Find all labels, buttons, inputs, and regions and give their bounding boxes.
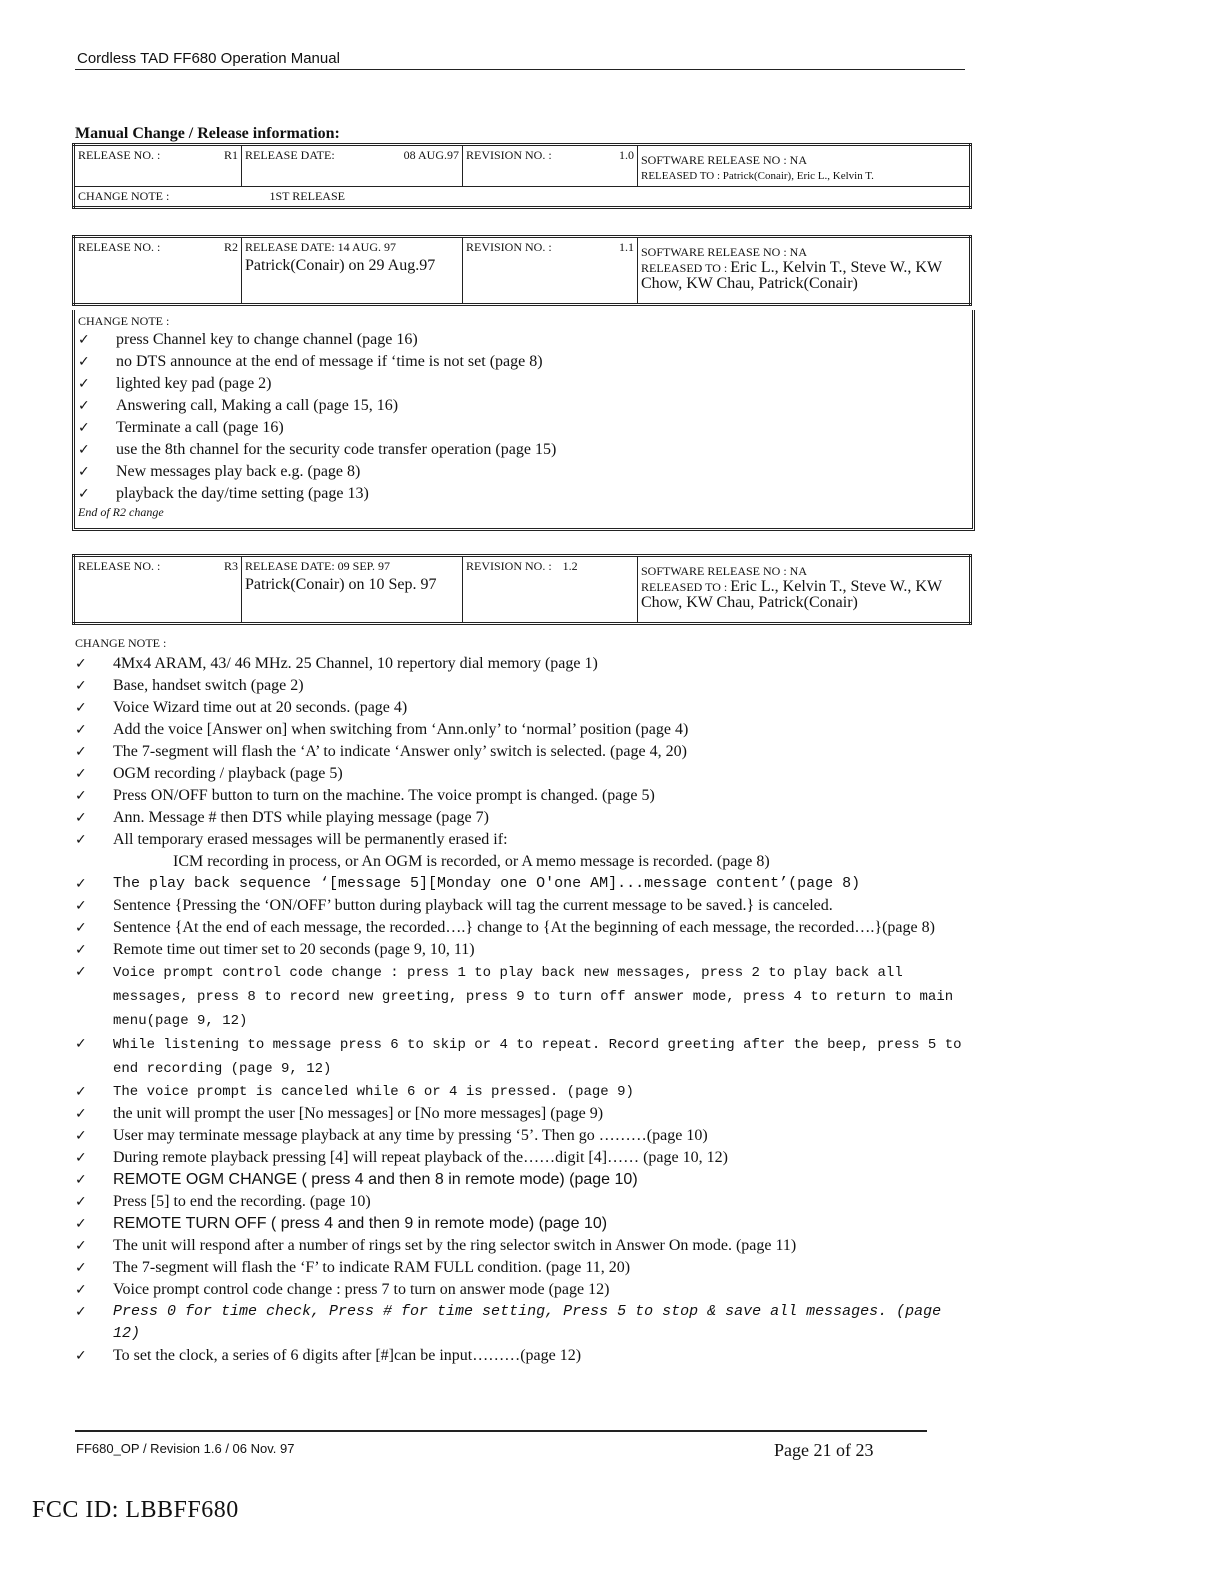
list-item bbox=[78, 439, 972, 461]
list-item-text: Press 0 for time check, Press # for time setting, Press 5 to stop & save all messages. (page 12) bbox=[113, 1303, 942, 1342]
checkmark-icon: ✓ bbox=[75, 788, 87, 804]
list-item-text: the unit will prompt the user [No messages] or [No more messages] (page 9) bbox=[113, 1105, 604, 1122]
list-item-text: Remote time out timer set to 20 seconds (page 9, 10, 11) bbox=[113, 941, 475, 958]
checkmark-icon: ✓ bbox=[75, 1216, 87, 1232]
list-item-text: To set the clock, a series of 6 digits after [#]can be input………(page 12) bbox=[113, 1347, 582, 1364]
list-item-text: playback the day/time setting (page 13) bbox=[116, 485, 369, 502]
list-item bbox=[78, 351, 972, 373]
list-item-text: lighted key pad (page 2) bbox=[116, 375, 272, 392]
list-item bbox=[75, 653, 965, 675]
list-item-text: no DTS announce at the end of message if ‘time is not set (page 8) bbox=[116, 353, 543, 370]
list-item-text: Press [5] to end the recording. (page 10) bbox=[113, 1193, 371, 1210]
checkmark-icon: ✓ bbox=[75, 744, 87, 760]
list-item bbox=[78, 373, 972, 395]
released-to-value: Eric L., Kelvin T., Steve W., KW Chow, KW Chau, Patrick(Conair) bbox=[641, 259, 942, 292]
checkmark-icon: ✓ bbox=[75, 1036, 87, 1052]
sub-note-text: ICM recording in process, or An OGM is recorded, or A memo message is recorded. (page 8) bbox=[173, 853, 770, 870]
list-item-text: All temporary erased messages will be permanently erased if: bbox=[113, 831, 508, 848]
list-item bbox=[75, 1301, 965, 1345]
list-item bbox=[75, 1033, 965, 1081]
revision-label: REVISION NO. : bbox=[466, 240, 552, 254]
release-r2-table bbox=[72, 235, 972, 306]
list-item-text: Voice prompt control code change : press 1 to play back new messages, press 2 to play back all messages, press 8 to record new greeting, press 9 to turn off answer mode, press 4 to return to main menu(page 9, 12) bbox=[113, 965, 954, 1029]
list-item-text: The voice prompt is canceled while 6 or 4 is pressed. (page 9) bbox=[113, 1084, 634, 1100]
checkmark-icon: ✓ bbox=[78, 376, 90, 392]
checkmark-icon: ✓ bbox=[75, 678, 87, 694]
software-release-value: NA bbox=[789, 564, 808, 578]
released-to-value: Eric L., Kelvin T., Steve W., KW Chow, KW Chau, Patrick(Conair) bbox=[641, 578, 942, 611]
checkmark-icon: ✓ bbox=[78, 398, 90, 414]
list-item-text: User may terminate message playback at any time by pressing ‘5’. Then go ………(page 10) bbox=[113, 1127, 708, 1144]
checkmark-icon: ✓ bbox=[75, 1304, 87, 1320]
list-item bbox=[75, 807, 965, 829]
checkmark-icon: ✓ bbox=[75, 1128, 87, 1144]
release-r3-table bbox=[72, 554, 972, 625]
checkmark-icon: ✓ bbox=[75, 1238, 87, 1254]
release-r1-table bbox=[72, 143, 972, 209]
list-item bbox=[75, 1235, 965, 1257]
list-item-text: Answering call, Making a call (page 15, 16) bbox=[116, 397, 399, 414]
checkmark-icon: ✓ bbox=[75, 1194, 87, 1210]
r3-change-list bbox=[75, 653, 965, 1367]
list-item-text: The 7-segment will flash the ‘A’ to indicate ‘Answer only’ switch is selected. (page 4, 20) bbox=[113, 743, 687, 760]
header-divider bbox=[75, 69, 965, 70]
list-item-text: During remote playback pressing [4] will repeat playback of the……digit [4]…… (page 10, 12) bbox=[113, 1149, 728, 1166]
revision-label: REVISION NO. : bbox=[466, 148, 552, 162]
list-item bbox=[75, 895, 965, 917]
list-item-text: Ann. Message # then DTS while playing message (page 7) bbox=[113, 809, 489, 826]
change-note-label: CHANGE NOTE : bbox=[78, 314, 170, 328]
list-item bbox=[75, 873, 965, 895]
checkmark-icon: ✓ bbox=[78, 332, 90, 348]
checkmark-icon: ✓ bbox=[78, 486, 90, 502]
list-item-text: The 7-segment will flash the ‘F’ to indicate RAM FULL condition. (page 11, 20) bbox=[113, 1259, 631, 1276]
list-item bbox=[75, 741, 965, 763]
released-to-label: RELEASED TO : bbox=[641, 261, 728, 275]
checkmark-icon: ✓ bbox=[75, 1084, 87, 1100]
page-header-title: Cordless TAD FF680 Operation Manual bbox=[77, 50, 340, 67]
list-item bbox=[75, 1345, 965, 1367]
checkmark-icon: ✓ bbox=[75, 810, 87, 826]
list-item-text: Sentence {At the end of each message, the recorded….} change to {At the beginning of each message, the recorded….}(page 8) bbox=[113, 919, 935, 936]
list-item-text: The play back sequence ‘[message 5][Monday one O'one AM]...message content’(page 8) bbox=[113, 875, 861, 892]
r3-change-note-section bbox=[75, 636, 965, 1367]
released-to-value: Patrick(Conair), Eric L., Kelvin T. bbox=[722, 170, 874, 182]
software-release-value: NA bbox=[789, 153, 808, 167]
software-release-label: SOFTWARE RELEASE NO : bbox=[641, 564, 787, 578]
list-item bbox=[78, 329, 972, 351]
checkmark-icon: ✓ bbox=[78, 354, 90, 370]
release-no-label: RELEASE NO. : bbox=[78, 148, 161, 162]
checkmark-icon: ✓ bbox=[78, 442, 90, 458]
list-item bbox=[75, 1081, 965, 1103]
list-item bbox=[75, 785, 965, 807]
list-item bbox=[75, 1213, 965, 1235]
checkmark-icon: ✓ bbox=[75, 920, 87, 936]
list-item-text: Voice Wizard time out at 20 seconds. (page 4) bbox=[113, 699, 408, 716]
list-item bbox=[75, 1103, 965, 1125]
list-item-text: use the 8th channel for the security code transfer operation (page 15) bbox=[116, 441, 557, 458]
list-item bbox=[78, 461, 972, 483]
list-item-text: Sentence {Pressing the ‘ON/OFF’ button during playback will tag the current message to be saved.} is canceled. bbox=[113, 897, 833, 914]
list-item-text: REMOTE TURN OFF ( press 4 and then 9 in remote mode) (page 10) bbox=[113, 1215, 608, 1232]
list-item-text: While listening to message press 6 to skip or 4 to repeat. Record greeting after the beep, press 5 to end recording (page 9, 12) bbox=[113, 1037, 962, 1077]
footer-divider bbox=[75, 1430, 927, 1432]
release-date-label: RELEASE DATE: bbox=[245, 559, 335, 573]
checkmark-icon: ✓ bbox=[75, 1106, 87, 1122]
checkmark-icon: ✓ bbox=[75, 1260, 87, 1276]
released-to-label: RELEASED TO : bbox=[641, 170, 721, 182]
checkmark-icon: ✓ bbox=[75, 700, 87, 716]
release-date-note: Patrick(Conair) on 29 Aug.97 bbox=[245, 257, 436, 274]
list-item-text: Add the voice [Answer on] when switching from ‘Ann.only’ to ‘normal’ position (page 4) bbox=[113, 721, 689, 738]
checkmark-icon: ✓ bbox=[75, 722, 87, 738]
revision-value: 1.1 bbox=[619, 240, 634, 254]
list-item bbox=[75, 1191, 965, 1213]
list-item-text: New messages play back e.g. (page 8) bbox=[116, 463, 361, 480]
release-no-value: R2 bbox=[223, 240, 238, 254]
revision-value: 1.0 bbox=[619, 148, 634, 162]
release-no-value: R1 bbox=[223, 148, 238, 162]
change-note-value: 1ST RELEASE bbox=[269, 189, 345, 203]
checkmark-icon: ✓ bbox=[75, 964, 87, 980]
release-date-value: 08 AUG.97 bbox=[403, 148, 459, 162]
revision-value: 1.2 bbox=[562, 559, 578, 573]
checkmark-icon: ✓ bbox=[75, 832, 87, 848]
list-item-text: OGM recording / playback (page 5) bbox=[113, 765, 343, 782]
checkmark-icon: ✓ bbox=[78, 420, 90, 436]
checkmark-icon: ✓ bbox=[75, 1172, 87, 1188]
change-note-label: CHANGE NOTE : bbox=[78, 189, 170, 203]
revision-label: REVISION NO. : bbox=[466, 559, 552, 573]
list-item-text: Press ON/OFF button to turn on the machine. The voice prompt is changed. (page 5) bbox=[113, 787, 655, 804]
list-item-text: Terminate a call (page 16) bbox=[116, 419, 284, 436]
list-item-sub-note bbox=[75, 851, 965, 873]
list-item bbox=[75, 917, 965, 939]
checkmark-icon: ✓ bbox=[75, 942, 87, 958]
list-item bbox=[75, 719, 965, 741]
list-item-text: Voice prompt control code change : press 7 to turn on answer mode (page 12) bbox=[113, 1281, 610, 1298]
list-item-text: The unit will respond after a number of rings set by the ring selector switch in Answer On mode. (page 11) bbox=[113, 1237, 797, 1254]
release-no-value: R3 bbox=[223, 559, 238, 573]
list-item bbox=[78, 483, 972, 505]
release-date-note: Patrick(Conair) on 10 Sep. 97 bbox=[245, 576, 437, 593]
list-item bbox=[78, 395, 972, 417]
release-date-label: RELEASE DATE: bbox=[245, 148, 335, 162]
list-item-text: REMOTE OGM CHANGE ( press 4 and then 8 in remote mode) (page 10) bbox=[113, 1171, 638, 1188]
release-no-label: RELEASE NO. : bbox=[78, 240, 161, 254]
list-item bbox=[75, 1125, 965, 1147]
change-note-label: CHANGE NOTE : bbox=[75, 636, 167, 650]
footer-revision: FF680_OP / Revision 1.6 / 06 Nov. 97 bbox=[76, 1441, 295, 1456]
list-item bbox=[75, 961, 965, 1033]
checkmark-icon: ✓ bbox=[75, 876, 87, 892]
list-item-text: 4Mx4 ARAM, 43/ 46 MHz. 25 Channel, 10 repertory dial memory (page 1) bbox=[113, 655, 598, 672]
checkmark-icon: ✓ bbox=[75, 1282, 87, 1298]
checkmark-icon: ✓ bbox=[75, 766, 87, 782]
list-item bbox=[75, 939, 965, 961]
checkmark-icon: ✓ bbox=[75, 898, 87, 914]
page-number: Page 21 of 23 bbox=[774, 1440, 874, 1460]
list-item bbox=[75, 1279, 965, 1301]
list-item bbox=[75, 1147, 965, 1169]
release-no-label: RELEASE NO. : bbox=[78, 559, 161, 573]
checkmark-icon: ✓ bbox=[78, 464, 90, 480]
checkmark-icon: ✓ bbox=[75, 1150, 87, 1166]
software-release-label: SOFTWARE RELEASE NO : bbox=[641, 153, 787, 167]
checkmark-icon: ✓ bbox=[75, 656, 87, 672]
r2-change-note-box bbox=[72, 310, 975, 531]
software-release-label: SOFTWARE RELEASE NO : bbox=[641, 245, 787, 259]
r2-change-list bbox=[78, 329, 972, 505]
r2-end-note: End of R2 change bbox=[78, 505, 164, 519]
checkmark-icon: ✓ bbox=[75, 1348, 87, 1364]
release-date-label: RELEASE DATE: bbox=[245, 240, 335, 254]
release-date-value: 14 AUG. 97 bbox=[337, 240, 397, 254]
software-release-value: NA bbox=[789, 245, 808, 259]
section-title: Manual Change / Release information: bbox=[75, 125, 340, 142]
list-item-text: Base, handset switch (page 2) bbox=[113, 677, 304, 694]
list-item bbox=[75, 697, 965, 719]
list-item bbox=[75, 675, 965, 697]
list-item bbox=[78, 417, 972, 439]
released-to-label: RELEASED TO : bbox=[641, 580, 728, 594]
list-item bbox=[75, 1257, 965, 1279]
list-item bbox=[75, 829, 965, 851]
fcc-id: FCC ID: LBBFF680 bbox=[32, 1497, 239, 1523]
release-date-value: 09 SEP. 97 bbox=[337, 559, 391, 573]
list-item-text: press Channel key to change channel (page 16) bbox=[116, 331, 418, 348]
list-item bbox=[75, 763, 965, 785]
list-item bbox=[75, 1169, 965, 1191]
